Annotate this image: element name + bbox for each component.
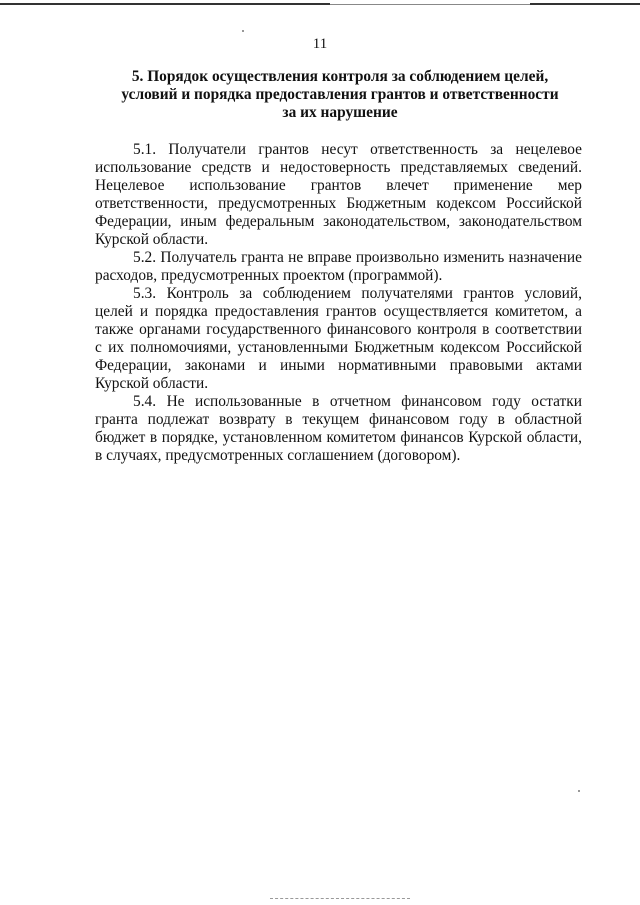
paragraph-5-4: 5.4. Не использованные в отчетном финансовом году остатки гранта подлежат возврату в текущем финансовом году в областной бюджет в порядке, установленном комитетом финансов Курской области, в случаях, предусмотренных соглашением (договором).	[95, 393, 582, 464]
section-heading	[90, 68, 590, 122]
paragraph-5-2: 5.2. Получатель гранта не вправе произвольно изменить назначение расходов, предусмотренных проектом (программой).	[95, 249, 582, 284]
top-scan-border	[0, 3, 640, 5]
scan-speck	[242, 30, 244, 32]
paragraph-5-3: 5.3. Контроль за соблюдением получателями грантов условий, целей и порядка предоставления грантов осуществляется комитетом, а также органами государственного финансового контроля в соответствии с их полномочиями, установленными Бюджетным кодексом Российской Федерации, законами и иными нормативными правовыми актами Курской области.	[95, 285, 582, 392]
section-heading-line: условий и порядка предоставления грантов и ответственности	[121, 86, 559, 103]
section-heading-line: 5. Порядок осуществления контроля за соблюдением целей,	[131, 68, 549, 85]
section-body	[95, 141, 582, 465]
top-scan-border-thin	[330, 4, 530, 5]
page-number: 11	[312, 36, 328, 52]
section-heading-line: за их нарушение	[282, 104, 398, 121]
paragraph-5-1: 5.1. Получатели грантов несут ответственность за нецелевое использование средств и недостоверность представляемых сведений. Нецелевое использование грантов влечет применение мер ответственности, предусмотренных Бюджетным кодексом Российской Федерации, иным федеральным законодательством, законодательством Курской области.	[95, 141, 582, 248]
scan-speck	[578, 790, 580, 792]
bottom-scan-marks	[270, 898, 410, 901]
